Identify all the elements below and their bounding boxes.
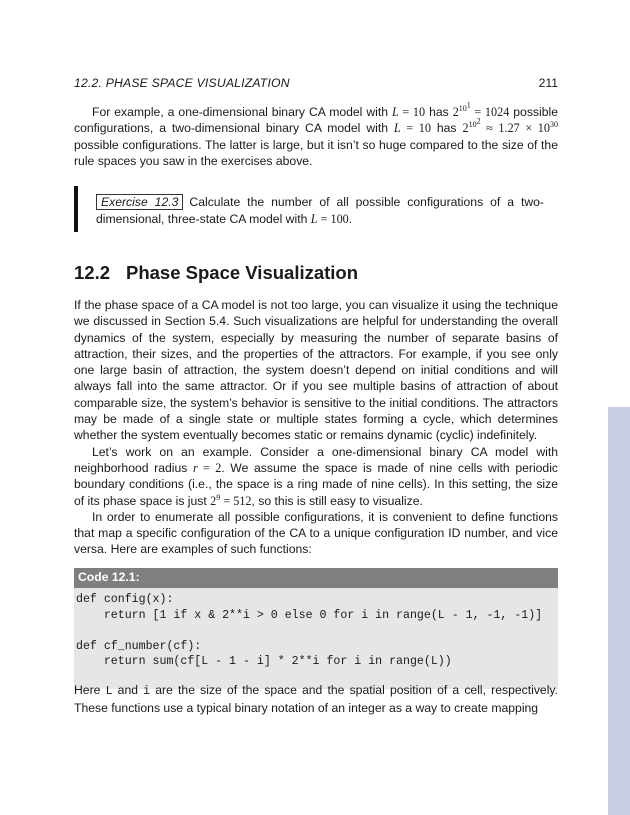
paragraph-1: If the phase space of a CA model is not too large, you can visualize it using the technique we discussed in Section 5.4. Such visualizations are helpful for understanding the overall dynamics of the system, especially by measuring the number of separate basins of attraction, their sizes, and the properties of the attractors. For example, if you see only one large basin of attraction, the system doesn’t depend on initial conditions and will always fall into the same attractor. Or if you see multiple basins of attraction of about comparable size, the system’s behavior is sensitive to the initial conditions. The attractors may be made of a single state or multiple states forming a cycle, which determines whether the system eventually becomes static or remains dynamic (cyclic) indefinitely. <box>74 298 558 443</box>
running-head-title: 12.2. PHASE SPACE VISUALIZATION <box>74 76 290 90</box>
exercise-box <box>74 186 558 232</box>
chapter-thumb-tab <box>608 407 630 815</box>
code-listing: def config(x): return [1 if x & 2**i > 0 else 0 for i in range(L - 1, -1, -1)] def cf_number(cf): return sum(cf[L - 1 - i] * 2**i for i in range(L)) <box>74 588 558 689</box>
exercise-bar <box>74 186 78 232</box>
paragraph-2: Let’s work on an example. Consider a one-dimensional binary CA model with neighborhood radius r = 2. We assume the space is made of nine cells with periodic boundary conditions (i.e., the space is a ring made of nine cells). In this setting, the size of its phase space is just $2^9 = 512$, so this is still easy to visualize. <box>74 444 559 508</box>
intro-paragraph: For example, a one-dimensional binary CA model with L = 10 has $2^{10^1} = 1024$ possible configurations, a two-dimensional binary CA model with L = 10 has $2^{10^2} \approx 1.27 \times 10^{30}$ possible configurations. The latter is large, but it isn’t so huge compared to the size of the rule spaces you saw in the exercises above. <box>74 100 558 168</box>
section-title: Phase Space Visualization <box>126 262 359 283</box>
section-heading <box>74 262 358 284</box>
exercise-label: Exercise 12.3 <box>96 194 183 210</box>
exercise-text: Exercise 12.3 Calculate the number of all possible configurations of a two-dimensional, three-state CA model with L = 100. <box>96 195 544 226</box>
page-number: 211 <box>538 76 558 90</box>
section-body <box>74 297 558 558</box>
code-block <box>74 568 558 689</box>
code-label: Code 12.1: <box>74 568 558 588</box>
paragraph-after-code: Here L and i are the size of the space and the spatial position of a cell, respectively. These functions use a typical binary notation of an integer as a way to create mapping <box>74 683 558 716</box>
running-head <box>74 76 558 90</box>
section-number: 12.2 <box>74 262 111 283</box>
paragraph-3: In order to enumerate all possible configurations, it is convenient to define functions that map a specific configuration of the CA to a unique configuration ID number, and vice versa. Here are examples of such functions: <box>74 509 558 557</box>
